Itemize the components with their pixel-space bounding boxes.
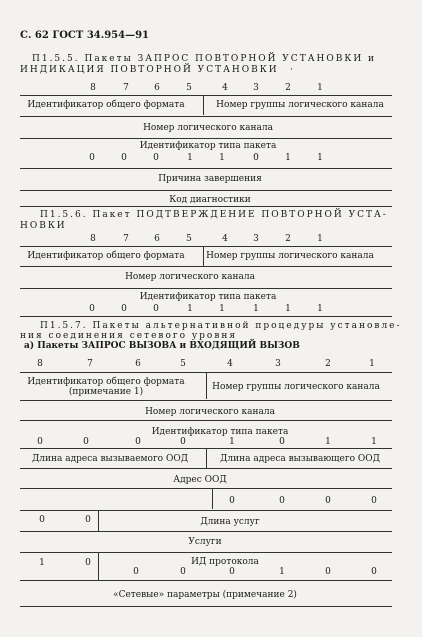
bit-number: 8 <box>37 359 43 369</box>
network-params-cell: «Сетевые» параметры (примечание 2) <box>113 590 297 600</box>
bit-value: 0 <box>39 515 45 525</box>
field-divider <box>203 247 204 266</box>
table-rule <box>20 95 392 96</box>
table-rule <box>20 316 392 317</box>
table-rule <box>20 531 392 532</box>
field-divider <box>206 449 207 468</box>
bit-value: 0 <box>89 304 95 314</box>
bit-value: 1 <box>253 304 259 314</box>
gfi-cell: Идентификатор общего формата <box>27 100 185 110</box>
lcgn-cell: Номер группы логического канала <box>206 251 374 261</box>
lcn-cell: Номер логического канала <box>143 123 273 133</box>
bit-value: 1 <box>371 437 377 447</box>
bit-number: 6 <box>135 359 141 369</box>
bit-value: 1 <box>187 304 193 314</box>
section-title-reset-request-cont: ИНДИКАЦИЯ ПОВТОРНОЙ УСТАНОВКИ <box>20 65 279 75</box>
bit-value: 0 <box>89 153 95 163</box>
bit-value: 0 <box>121 153 127 163</box>
bit-value: 0 <box>253 153 259 163</box>
bit-value: 0 <box>279 437 285 447</box>
bit-number: 4 <box>222 234 228 244</box>
bit-value: 0 <box>83 437 89 447</box>
bit-number: 1 <box>369 359 375 369</box>
bit-value: 0 <box>229 496 235 506</box>
title-tail-mark: · <box>290 65 293 75</box>
table-rule <box>20 488 392 489</box>
table-rule <box>20 116 392 117</box>
diag-cell: Код диагностики <box>169 195 251 205</box>
bit-value: 0 <box>180 437 186 447</box>
calling-addr-length-cell: Длина адреса вызывающего ООД <box>220 454 380 464</box>
bit-number: 7 <box>123 83 129 93</box>
bit-value: 0 <box>121 304 127 314</box>
table-rule <box>20 266 392 267</box>
section-title-reset-request: П1.5.5. Пакеты ЗАПРОС ПОВТОРНОЙ УСТАНОВКИ и <box>32 54 377 64</box>
pti-cell: Идентификатор типа пакета <box>151 427 289 437</box>
bit-number: 1 <box>317 234 323 244</box>
pti-cell: Идентификатор типа пакета <box>139 141 277 151</box>
lcgn-cell: Номер группы логического канала <box>216 100 384 110</box>
table-rule <box>20 206 392 207</box>
gfi-cell: Идентификатор общего формата <box>27 251 185 261</box>
lcn-cell: Номер логического канала <box>145 407 275 417</box>
bit-number: 6 <box>154 83 160 93</box>
table-rule <box>20 400 392 401</box>
field-divider <box>212 489 213 509</box>
bit-value: 0 <box>229 567 235 577</box>
field-divider <box>98 553 99 580</box>
table-rule <box>20 168 392 169</box>
bit-value: 1 <box>219 153 225 163</box>
bit-value: 0 <box>37 437 43 447</box>
bit-value: 1 <box>39 558 45 568</box>
section-title-reset-confirm-cont: НОВКИ <box>20 221 67 231</box>
bit-number: 4 <box>222 83 228 93</box>
table-rule <box>20 420 392 421</box>
bit-number: 8 <box>90 234 96 244</box>
pti-cell: Идентификатор типа пакета <box>139 292 277 302</box>
protocol-id-cell: ИД протокола <box>191 557 259 567</box>
bit-number: 2 <box>285 234 291 244</box>
bit-value: 0 <box>135 437 141 447</box>
table-rule <box>20 606 392 607</box>
facilities-length-cell: Длина услуг <box>200 517 260 527</box>
bit-value: 1 <box>285 153 291 163</box>
lcgn-cell: Номер группы логического канала <box>212 382 380 392</box>
lcn-cell: Номер логического канала <box>125 272 255 282</box>
page-header: С. 62 ГОСТ 34.954—91 <box>20 30 150 41</box>
bit-value: 1 <box>285 304 291 314</box>
bit-value: 0 <box>371 567 377 577</box>
bit-number: 4 <box>227 359 233 369</box>
bit-value: 0 <box>85 558 91 568</box>
table-rule <box>20 288 392 289</box>
field-divider <box>206 373 207 399</box>
bit-value: 1 <box>219 304 225 314</box>
gfi-cell: Идентификатор общего формата <box>27 377 185 387</box>
bit-number: 7 <box>87 359 93 369</box>
section-title-alt-procedure-cont: ния соединения сетевого уровня <box>20 331 238 341</box>
bit-value: 1 <box>317 153 323 163</box>
section-title-alt-procedure: П1.5.7. Пакеты альтернативной процедуры установле- <box>40 321 402 331</box>
table-rule <box>20 190 392 191</box>
bit-value: 0 <box>133 567 139 577</box>
bit-value: 0 <box>325 567 331 577</box>
bit-value: 0 <box>325 496 331 506</box>
bit-value: 1 <box>187 153 193 163</box>
called-addr-length-cell: Длина адреса вызываемого ООД <box>31 454 189 464</box>
bit-value: 0 <box>279 496 285 506</box>
bit-number: 7 <box>123 234 129 244</box>
bit-number: 5 <box>180 359 186 369</box>
bit-number: 2 <box>325 359 331 369</box>
subsection-title-call-request: а) Пакеты ЗАПРОС ВЫЗОВА и ВХОДЯЩИЙ ВЫЗОВ <box>24 341 300 351</box>
dte-address-cell: Адрес ООД <box>173 475 227 485</box>
bit-number: 3 <box>253 83 259 93</box>
bit-value: 0 <box>180 567 186 577</box>
bit-value: 1 <box>279 567 285 577</box>
gfi-note: (примечание 1) <box>68 387 144 397</box>
bit-number: 1 <box>317 83 323 93</box>
bit-value: 0 <box>85 515 91 525</box>
bit-value: 1 <box>229 437 235 447</box>
table-rule <box>20 468 392 469</box>
table-rule <box>20 510 392 511</box>
bit-number: 3 <box>275 359 281 369</box>
field-divider <box>203 96 204 115</box>
bit-number: 8 <box>90 83 96 93</box>
table-rule <box>20 552 392 553</box>
bit-value: 1 <box>317 304 323 314</box>
bit-number: 5 <box>186 83 192 93</box>
bit-value: 0 <box>371 496 377 506</box>
bit-number: 3 <box>253 234 259 244</box>
facilities-cell: Услуги <box>188 537 222 547</box>
bit-number: 5 <box>186 234 192 244</box>
bit-number: 6 <box>154 234 160 244</box>
bit-value: 0 <box>153 153 159 163</box>
bit-number: 2 <box>285 83 291 93</box>
table-rule <box>20 580 392 581</box>
field-divider <box>98 511 99 531</box>
table-rule <box>20 138 392 139</box>
table-rule <box>20 246 392 247</box>
bit-value: 0 <box>153 304 159 314</box>
section-title-reset-confirm: П1.5.6. Пакет ПОДТВЕРЖДЕНИЕ ПОВТОРНОЙ УСТА- <box>40 210 388 220</box>
bit-value: 1 <box>325 437 331 447</box>
cause-cell: Причина завершения <box>158 174 262 184</box>
